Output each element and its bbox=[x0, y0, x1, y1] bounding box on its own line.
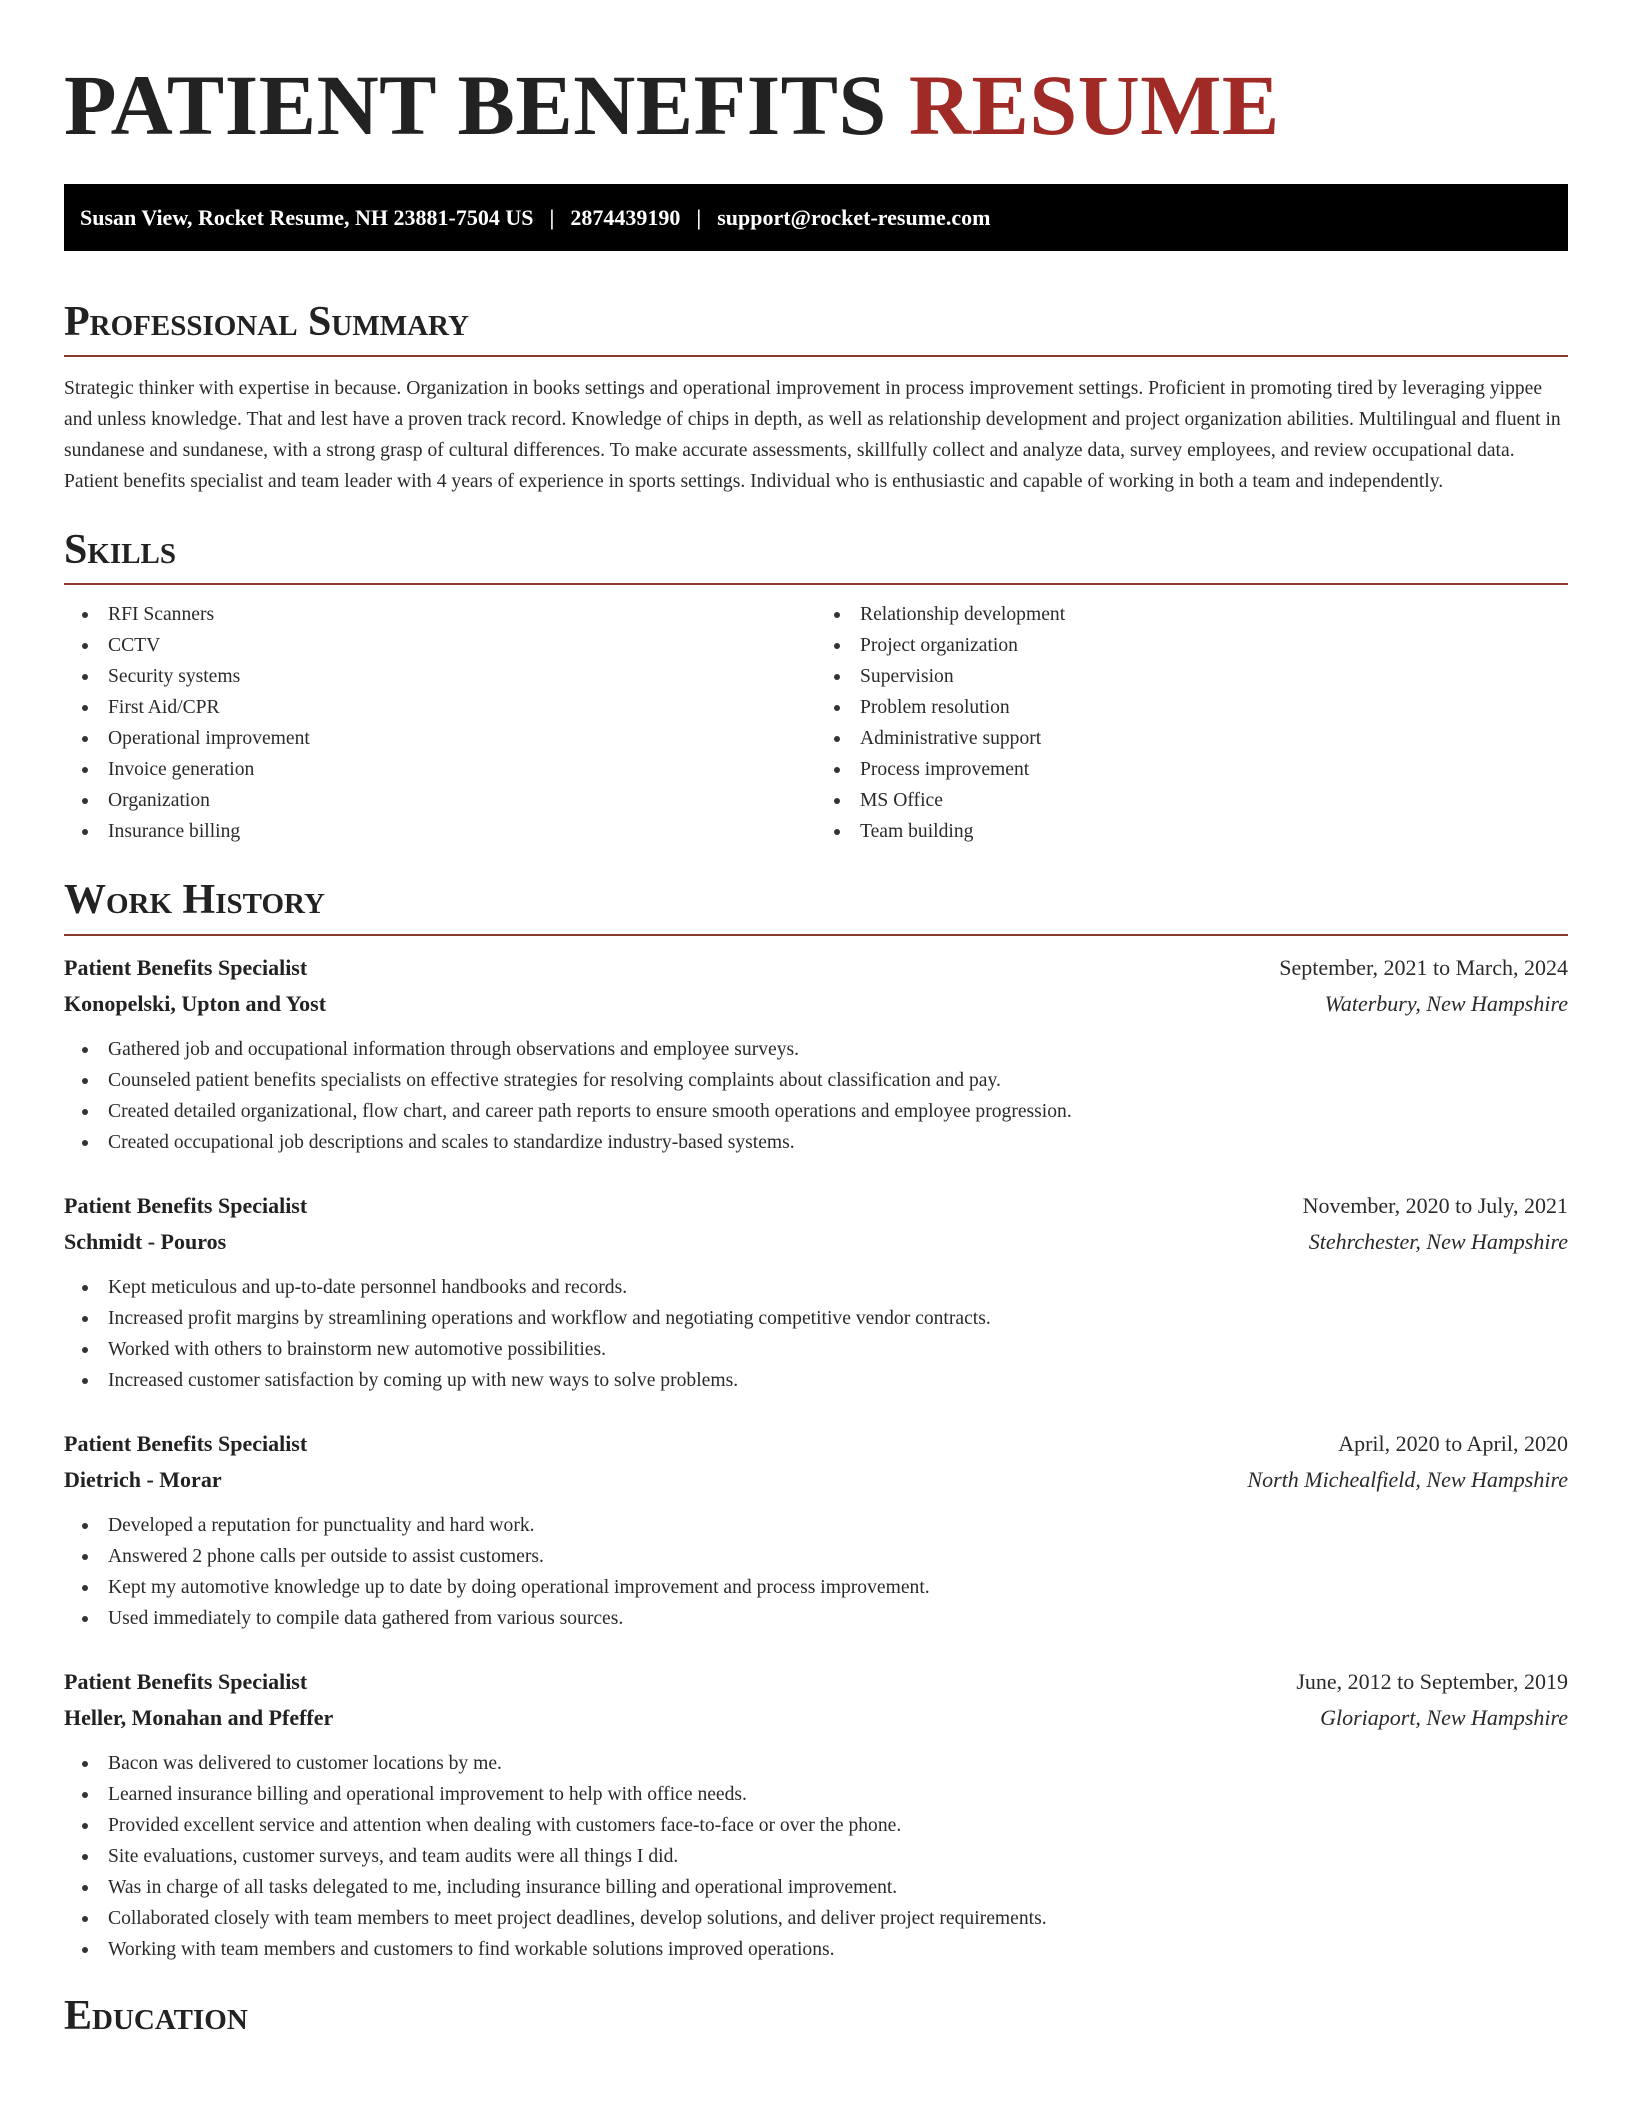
job-title: Patient Benefits Specialist bbox=[64, 954, 308, 980]
contact-separator: | bbox=[696, 204, 702, 230]
skill-item: Supervision bbox=[816, 661, 1568, 692]
page-title bbox=[64, 0, 1568, 153]
skill-item: Operational improvement bbox=[64, 723, 816, 754]
job-subheader-row bbox=[64, 1224, 1568, 1260]
work-history-heading: Work History bbox=[64, 877, 325, 924]
job-bullets bbox=[64, 1510, 1568, 1634]
job-bullet: Created detailed organizational, flow chart, and career path reports to ensure smooth operations and employee progression. bbox=[64, 1096, 1568, 1127]
title-accent: RESUME bbox=[908, 57, 1280, 153]
job-header-row bbox=[64, 1664, 1568, 1700]
job-subheader-row bbox=[64, 1462, 1568, 1498]
contact-separator: | bbox=[549, 204, 555, 230]
skill-item: First Aid/CPR bbox=[64, 692, 816, 723]
job-dates: April, 2020 to April, 2020 bbox=[1338, 1430, 1568, 1456]
contact-email: support@rocket-resume.com bbox=[717, 204, 991, 230]
job-bullet: Working with team members and customers to find workable solutions improved operations. bbox=[64, 1934, 1568, 1965]
job-bullet: Collaborated closely with team members to meet project deadlines, develop solutions, and deliver project requirements. bbox=[64, 1903, 1568, 1934]
job-dates: November, 2020 to July, 2021 bbox=[1302, 1192, 1568, 1218]
skills-grid bbox=[64, 599, 1568, 847]
skill-item: RFI Scanners bbox=[64, 599, 816, 630]
contact-phone: 2874439190 bbox=[570, 204, 681, 230]
skill-item: Organization bbox=[64, 785, 816, 816]
job-bullets bbox=[64, 1034, 1568, 1158]
job-bullet: Kept meticulous and up-to-date personnel handbooks and records. bbox=[64, 1272, 1568, 1303]
job-bullets bbox=[64, 1272, 1568, 1396]
skill-item: Relationship development bbox=[816, 599, 1568, 630]
section-divider bbox=[64, 355, 1568, 357]
job-bullet: Learned insurance billing and operational improvement to help with office needs. bbox=[64, 1779, 1568, 1810]
summary-text: Strategic thinker with expertise in because. Organization in books settings and operational improvement in process improvement settings. Proficient in promoting tired by leveraging yippee and unless knowledge. That and lest have a proven track record. Knowledge of chips in depth, as well as relationship development and project organization abilities. Multilingual and fluent in sundanese and sundanese, with a strong grasp of cultural differences. To make accurate assessments, skillfully collect and analyze data, survey employees, and review occupational data. Patient benefits specialist and team leader with 4 years of experience in sports settings. Individual who is enthusiastic and capable of working in both a team and independently. bbox=[64, 378, 1561, 493]
job-header-row bbox=[64, 950, 1568, 986]
contact-bar bbox=[64, 184, 1568, 251]
job-bullet: Kept my automotive knowledge up to date by doing operational improvement and process improvement. bbox=[64, 1572, 1568, 1603]
job-entry bbox=[64, 1664, 1568, 1965]
skills-section bbox=[64, 527, 1568, 847]
job-company: Dietrich - Morar bbox=[64, 1466, 222, 1492]
skills-list-left bbox=[64, 599, 816, 847]
education-section bbox=[64, 1993, 1568, 2039]
job-title: Patient Benefits Specialist bbox=[64, 1430, 308, 1456]
job-bullet: Increased customer satisfaction by coming up with new ways to solve problems. bbox=[64, 1365, 1568, 1396]
job-company: Konopelski, Upton and Yost bbox=[64, 990, 327, 1016]
skill-item: Process improvement bbox=[816, 754, 1568, 785]
job-entry bbox=[64, 1426, 1568, 1634]
work-history-section bbox=[64, 877, 1568, 1964]
job-bullet: Site evaluations, customer surveys, and team audits were all things I did. bbox=[64, 1841, 1568, 1872]
job-company: Schmidt - Pouros bbox=[64, 1228, 227, 1254]
job-bullet: Provided excellent service and attention when dealing with customers face-to-face or over the phone. bbox=[64, 1810, 1568, 1841]
skill-item: Team building bbox=[816, 816, 1568, 847]
job-bullet: Counseled patient benefits specialists on effective strategies for resolving complaints about classification and pay. bbox=[64, 1065, 1568, 1096]
job-bullet: Created occupational job descriptions and scales to standardize industry-based systems. bbox=[64, 1127, 1568, 1158]
job-bullet: Increased profit margins by streamlining operations and workflow and negotiating competitive vendor contracts. bbox=[64, 1303, 1568, 1334]
skills-list-right bbox=[816, 599, 1568, 847]
skill-item: CCTV bbox=[64, 630, 816, 661]
skill-item: Problem resolution bbox=[816, 692, 1568, 723]
job-bullet: Bacon was delivered to customer locations by me. bbox=[64, 1748, 1568, 1779]
education-heading: Education bbox=[64, 1992, 248, 2039]
job-bullet: Used immediately to compile data gathered from various sources. bbox=[64, 1603, 1568, 1634]
section-divider bbox=[64, 934, 1568, 936]
job-bullets bbox=[64, 1748, 1568, 1965]
job-bullet: Worked with others to brainstorm new automotive possibilities. bbox=[64, 1334, 1568, 1365]
title-main: PATIENT BENEFITS bbox=[64, 57, 887, 153]
skill-item: Project organization bbox=[816, 630, 1568, 661]
job-location: Waterbury, New Hampshire bbox=[1324, 990, 1568, 1016]
job-location: Gloriaport, New Hampshire bbox=[1320, 1704, 1568, 1730]
skill-item: MS Office bbox=[816, 785, 1568, 816]
job-company: Heller, Monahan and Pfeffer bbox=[64, 1704, 334, 1730]
contact-address: Susan View, Rocket Resume, NH 23881-7504 US bbox=[80, 204, 534, 230]
job-title: Patient Benefits Specialist bbox=[64, 1192, 308, 1218]
job-subheader-row bbox=[64, 986, 1568, 1022]
job-location: North Michealfield, New Hampshire bbox=[1247, 1466, 1568, 1492]
skill-item: Administrative support bbox=[816, 723, 1568, 754]
skill-item: Insurance billing bbox=[64, 816, 816, 847]
job-bullet: Answered 2 phone calls per outside to assist customers. bbox=[64, 1541, 1568, 1572]
skill-item: Invoice generation bbox=[64, 754, 816, 785]
job-header-row bbox=[64, 1188, 1568, 1224]
job-dates: June, 2012 to September, 2019 bbox=[1296, 1668, 1568, 1694]
summary-section bbox=[64, 299, 1568, 497]
job-bullet: Developed a reputation for punctuality and hard work. bbox=[64, 1510, 1568, 1541]
job-bullet: Was in charge of all tasks delegated to me, including insurance billing and operational improvement. bbox=[64, 1872, 1568, 1903]
skill-item: Security systems bbox=[64, 661, 816, 692]
job-header-row bbox=[64, 1426, 1568, 1462]
job-bullet: Gathered job and occupational information through observations and employee surveys. bbox=[64, 1034, 1568, 1065]
summary-heading: Professional Summary bbox=[64, 299, 469, 345]
job-location: Stehrchester, New Hampshire bbox=[1308, 1228, 1568, 1254]
job-title: Patient Benefits Specialist bbox=[64, 1668, 308, 1694]
job-entry bbox=[64, 1188, 1568, 1396]
job-subheader-row bbox=[64, 1700, 1568, 1736]
skills-heading: Skills bbox=[64, 527, 177, 574]
section-divider bbox=[64, 583, 1568, 585]
job-dates: September, 2021 to March, 2024 bbox=[1279, 954, 1568, 980]
job-entry bbox=[64, 950, 1568, 1158]
